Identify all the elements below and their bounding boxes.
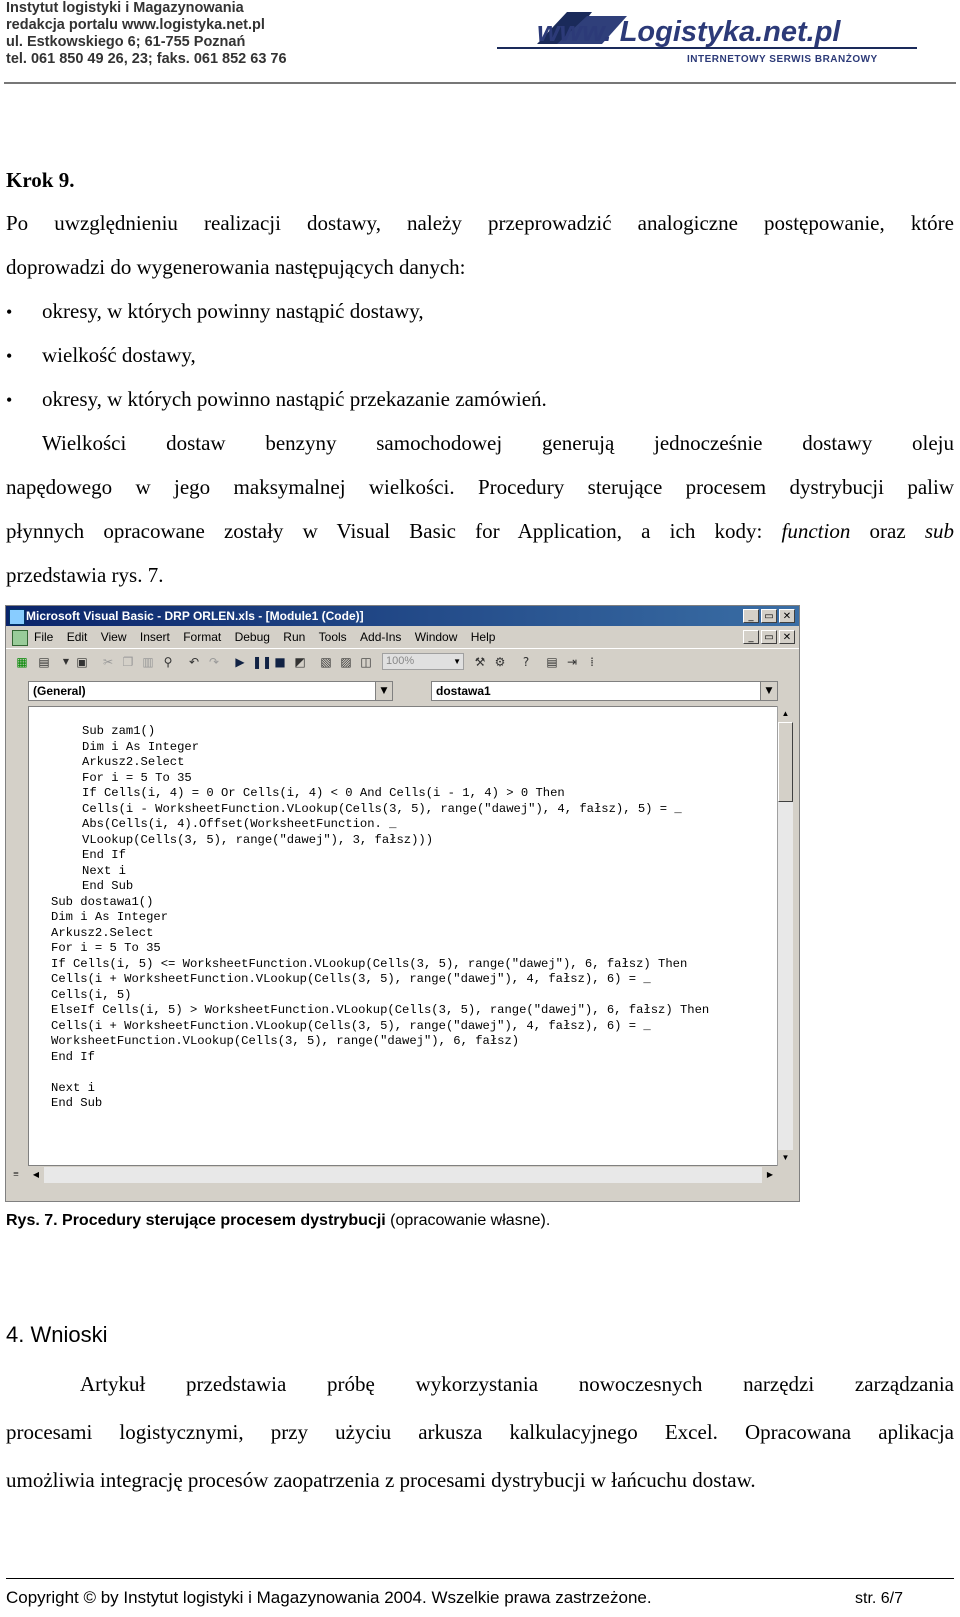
scroll-up-icon[interactable]: ▲ [778,706,793,722]
code-line: If Cells(i, 5) <= WorksheetFunction.VLookup(Cells(3, 5), range("dawej"), 6, fałsz) Then [51,956,688,971]
vb-window-title: Microsoft Visual Basic - DRP ORLEN.xls - [Module1 (Code)] [26,609,364,623]
term-sub: sub [924,519,954,543]
menu-format[interactable]: Format [183,630,222,644]
bullet-item: okresy, w których powinny nastąpić dostawy, [42,299,424,323]
code-line: For i = 5 To 35 [82,770,192,785]
scroll-right-icon[interactable]: ▶ [762,1167,778,1183]
child-close-button[interactable]: ✕ [779,630,795,644]
footer-page-number: str. 6/7 [855,1590,904,1607]
menu-add-ins[interactable]: Add-Ins [360,630,402,644]
conclusion-line-1: Artykuł przedstawia próbę wykorzystania nowoczesnych narzędzi zarządzania [80,1372,954,1396]
code-line: Arkusz2.Select [82,755,185,769]
logistyka-logo [497,4,957,76]
procedure-combo[interactable] [431,681,778,701]
undo-icon[interactable]: ↶ [188,655,200,669]
menu-window[interactable]: Window [414,630,458,644]
design-mode-icon[interactable]: ◩ [294,655,306,669]
logo-tagline: INTERNETOWY SERWIS BRANŻOWY [687,54,878,65]
properties-icon[interactable]: ▨ [340,655,352,669]
menu-view[interactable]: View [100,630,127,644]
code-line: Dim i As Integer [82,739,200,754]
bullet-icon: • [6,302,13,322]
code-line: Cells(i, 5) [51,987,132,1002]
header-line: tel. 061 850 49 26, 23; faks. 061 852 63 76 [6,51,287,67]
help-icon[interactable]: ? [522,655,530,669]
logo-text: www. Logistyka.net.pl [537,16,841,48]
child-restore-button[interactable]: ▭ [761,630,777,644]
code-line: Arkusz2.Select [51,925,154,940]
vb-toolbar [6,648,799,675]
header-line: Instytut logistyki i Magazynowania [6,0,244,16]
code-line: Cells(i - WorksheetFunction.VLookup(Cells(3, 5), range("dawej"), 4, fałsz), 5) = _ [82,801,682,816]
menu-help[interactable]: Help [470,630,496,644]
code-line: Dim i As Integer [51,910,169,924]
bullet-icon: • [6,390,13,410]
section-heading: 4. Wnioski [6,1322,108,1347]
header-line: redakcja portalu www.logistyka.net.pl [6,17,265,33]
para2-text: płynnych opracowane zostały w Visual Basic for Application, a ich kody: [6,519,782,543]
intro-line-1: Po uwzględnieniu realizacji dostawy, należy przeprowadzić analogiczne postępowanie, które [6,211,954,235]
caption-normal: (opracowanie własne). [385,1212,551,1229]
insert-module-icon[interactable]: ▤ [38,655,50,669]
project-explorer-icon[interactable]: ▧ [320,655,332,669]
bullet-item: wielkość dostawy, [42,343,196,367]
comment-icon[interactable]: ▤ [546,655,558,669]
module-icon [12,630,28,646]
break-icon[interactable]: ❚❚ [252,655,273,669]
code-line: If Cells(i, 4) = 0 Or Cells(i, 4) < 0 And Cells(i - 1, 4) > 0 Then [82,786,565,800]
paste-icon[interactable]: ▥ [142,655,154,669]
vb-title-bar [6,606,799,626]
vba-app-icon [9,609,25,625]
header-divider [4,82,956,84]
minimize-button[interactable]: _ [743,609,759,623]
scroll-down-icon[interactable]: ▼ [778,1150,793,1166]
menu-tools[interactable]: Tools [318,630,347,644]
code-line: Sub zam1() [82,724,156,738]
dropdown-arrow-icon[interactable]: ▼ [62,657,70,666]
para2-text: oraz [850,519,925,543]
menu-run[interactable]: Run [283,630,306,644]
code-line: Next i [51,1080,95,1095]
step-heading: Krok 9. [6,168,75,192]
scroll-left-icon[interactable]: ◀ [28,1167,44,1183]
code-line: ElseIf Cells(i, 5) > WorksheetFunction.VLookup(Cells(3, 5), range("dawej"), 6, fałsz) Then [51,1003,710,1017]
caption-bold: Rys. 7. Procedury sterujące procesem dystrybucji [6,1212,386,1229]
redo-icon[interactable]: ↷ [208,655,220,669]
intro-line-2: doprowadzi do wygenerowania następujących danych: [6,255,466,279]
code-line: WorksheetFunction.VLookup(Cells(3, 5), range("dawej"), 6, fałsz) [51,1034,520,1048]
toolbox-icon[interactable]: ⚒ [474,655,486,669]
code-line: Cells(i + WorksheetFunction.VLookup(Cells(3, 5), range("dawej"), 4, fałsz), 6) = _ [51,972,651,986]
bookmark-icon[interactable]: ⁞ [590,655,594,669]
tools-icon[interactable]: ⚙ [494,655,506,669]
header-org-info [6,0,386,68]
zoom-value: 100% [386,655,415,667]
vb-menubar [6,626,799,648]
find-icon[interactable]: ⚲ [163,655,173,669]
excel-icon[interactable]: ▦ [16,655,28,669]
code-line: End Sub [51,1096,103,1110]
code-line: End If [82,848,126,862]
footer-divider [6,1578,954,1579]
conclusion-line-2: procesami logistycznymi, przy użyciu arkusza kalkulacyjnego Excel. Opracowana aplikacja [6,1420,954,1444]
horizontal-scrollbar[interactable] [13,1167,778,1183]
view-toggle-icon[interactable]: ≡ [8,1167,24,1183]
object-browser-icon[interactable]: ◫ [360,655,372,669]
zoom-combo[interactable] [382,653,464,670]
menu-insert[interactable]: Insert [139,630,170,644]
footer-copyright: Copyright © by Instytut logistyki i Magazynowania 2004. Wszelkie prawa zastrzeżone. [6,1588,652,1607]
term-function: function [781,519,851,543]
scroll-thumb[interactable] [778,722,793,802]
code-line: End Sub [82,879,134,893]
menu-debug[interactable]: Debug [234,630,270,644]
vertical-scrollbar[interactable] [777,706,793,1166]
save-icon[interactable]: ▣ [76,655,88,669]
vb-editor-window [5,605,800,1202]
para2-line-2: napędowego w jego maksymalnej wielkości. Procedury sterujące procesem dystrybucji paliw [6,475,954,499]
code-line: For i = 5 To 35 [51,941,161,955]
para2-line-3 [6,519,954,544]
chevron-down-icon: ▼ [453,657,461,666]
close-button[interactable]: ✕ [779,609,795,623]
bullet-item: okresy, w których powinno nastąpić przekazanie zamówień. [42,387,547,411]
object-combo-value: (General) [33,684,86,698]
code-line: Next i [82,863,126,878]
code-line: VLookup(Cells(3, 5), range("dawej"), 3, fałsz))) [82,832,434,847]
menu-file[interactable]: File [34,630,54,644]
para2-line-4: przedstawia rys. 7. [6,563,164,587]
cut-icon[interactable]: ✂ [102,655,114,669]
code-line: Abs(Cells(i, 4).Offset(WorksheetFunction. _ [82,817,397,831]
para2-line-1: Wielkości dostaw benzyny samochodowej generują jednocześnie dostawy oleju [42,431,954,455]
child-minimize-button[interactable]: _ [743,630,759,644]
conclusion-line-3: umożliwia integrację procesów zaopatrzenia z procesami dystrybucji w łańcuchu dostaw. [6,1468,756,1492]
bullet-icon: • [6,346,13,366]
menu-edit[interactable]: Edit [66,630,88,644]
chevron-down-icon[interactable]: ▼ [760,682,777,700]
restore-button[interactable]: ▭ [761,609,777,623]
code-line: End If [51,1049,95,1064]
reset-icon[interactable]: ■ [274,655,286,669]
figure-caption [6,1212,550,1230]
run-icon[interactable]: ▶ [235,655,245,669]
code-line: Cells(i + WorksheetFunction.VLookup(Cells(3, 5), range("dawej"), 4, fałsz), 6) = _ [51,1018,651,1033]
object-combo[interactable] [28,681,393,701]
code-line: Sub dostawa1() [51,894,154,909]
code-pane[interactable] [28,706,778,1166]
chevron-down-icon[interactable]: ▼ [375,682,392,700]
procedure-combo-value: dostawa1 [436,684,491,698]
copy-icon[interactable]: ❐ [122,655,134,669]
indent-icon[interactable]: ⇥ [566,655,578,669]
header-line: ul. Estkowskiego 6; 61-755 Poznań [6,34,246,50]
